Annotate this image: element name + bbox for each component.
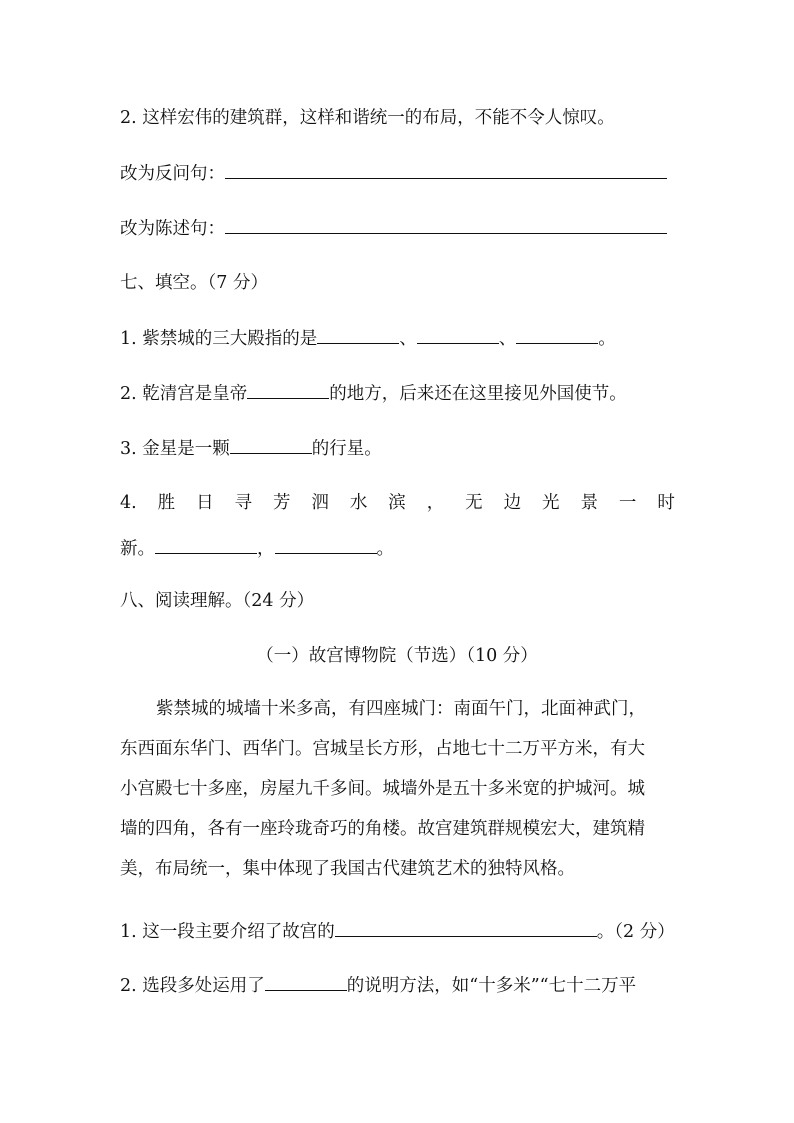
- poem-char: 无: [465, 493, 483, 513]
- q6-item2: 2. 这样宏伟的建筑群，这样和谐统一的布局，不能不令人惊叹。: [120, 108, 615, 128]
- q7-item1: [120, 325, 680, 352]
- q7-item1-prefix: 1. 紫禁城的三大殿指的是: [120, 329, 318, 349]
- q8-item2-prefix: 2. 选段多处运用了: [120, 976, 265, 996]
- passage-line: 小宫殿七十多座，房屋九千多间。城墙外是五十多米宽的护城河。城: [120, 779, 645, 799]
- q7-item4-line1: [120, 490, 675, 516]
- passage-line: 美，布局统一，集中体现了我国古代建筑艺术的独特风格。: [120, 859, 575, 879]
- q8-item1: [120, 918, 680, 945]
- hall-blank-1[interactable]: [317, 325, 399, 344]
- passage-line: [120, 689, 680, 729]
- poem-char: 芳: [272, 493, 291, 513]
- q7-item2-suffix: 的地方，后来还在这里接见外国使节。: [329, 384, 627, 404]
- hall-blank-3[interactable]: [516, 325, 598, 344]
- q6-declarative-row: [120, 215, 680, 242]
- q7-item4-line2: [120, 535, 680, 562]
- passage-line: 东西面东华门、西华门。宫城呈长方形，占地七十二万平方米，有大: [120, 739, 645, 759]
- passage-body: [120, 689, 680, 889]
- poem-char: 光: [542, 493, 560, 513]
- passage-title: （一）故宫博物院（节选）（10 分）: [256, 646, 538, 666]
- declarative-label: 改为陈述句：: [120, 219, 225, 239]
- period: 。: [376, 539, 394, 559]
- poem-char: ，: [426, 493, 445, 513]
- poem-blank-2[interactable]: [275, 535, 377, 554]
- poem-char: 景: [580, 493, 598, 513]
- q7-item3-suffix: 的行星。: [311, 439, 382, 459]
- declarative-answer-blank[interactable]: [225, 215, 667, 234]
- q7-item2-prefix: 2. 乾清宫是皇帝: [120, 384, 248, 404]
- q7-item2: [120, 380, 680, 407]
- poem-char: 滨: [388, 493, 406, 513]
- separator: 、: [498, 329, 517, 349]
- hall-blank-2[interactable]: [417, 325, 499, 344]
- poem-char: 4.: [120, 493, 137, 513]
- rhetorical-answer-blank[interactable]: [225, 160, 667, 179]
- poem-char: 泗: [311, 493, 329, 513]
- passage-line: 墙的四角，各有一座玲珑奇巧的角楼。故宫建筑群规模宏大，建筑精: [120, 819, 645, 839]
- q7-item4-line2-prefix: 新。: [120, 539, 155, 559]
- emperor-blank[interactable]: [247, 380, 329, 399]
- q8-item2: [120, 972, 680, 999]
- period: 。: [598, 329, 616, 349]
- poem-blank-1[interactable]: [155, 535, 257, 554]
- poem-char: 日: [196, 493, 214, 513]
- rhetorical-label: 改为反问句：: [120, 164, 225, 184]
- method-blank[interactable]: [265, 972, 347, 991]
- poem-char: 水: [349, 493, 368, 513]
- q6-rhetorical-row: [120, 160, 680, 187]
- poem-char: 寻: [234, 493, 253, 513]
- q7-item3: [120, 435, 680, 462]
- q7-item3-prefix: 3. 金星是一颗: [120, 439, 230, 459]
- q8-item2-suffix: 的说明方法，如“十多米”“七十二万平: [346, 976, 637, 996]
- poem-char: 边: [503, 493, 522, 513]
- passage-text: 紫禁城的城墙十米多高，有四座城门：南面午门，北面神武门，: [156, 699, 646, 719]
- comma: ，: [257, 539, 275, 559]
- main-content-blank[interactable]: [335, 918, 597, 937]
- q7-heading: 七、填空。（7 分）: [120, 273, 268, 293]
- q8-item1-prefix: 1. 这一段主要介绍了故宫的: [120, 922, 335, 942]
- q8-item1-suffix: 。（2 分）: [596, 922, 675, 942]
- poem-char: 胜: [157, 493, 176, 513]
- poem-char: 一: [618, 493, 637, 513]
- poem-char: 时: [657, 493, 675, 513]
- venus-blank[interactable]: [230, 435, 312, 454]
- separator: 、: [399, 329, 417, 349]
- q8-heading: 八、阅读理解。（24 分）: [120, 591, 315, 611]
